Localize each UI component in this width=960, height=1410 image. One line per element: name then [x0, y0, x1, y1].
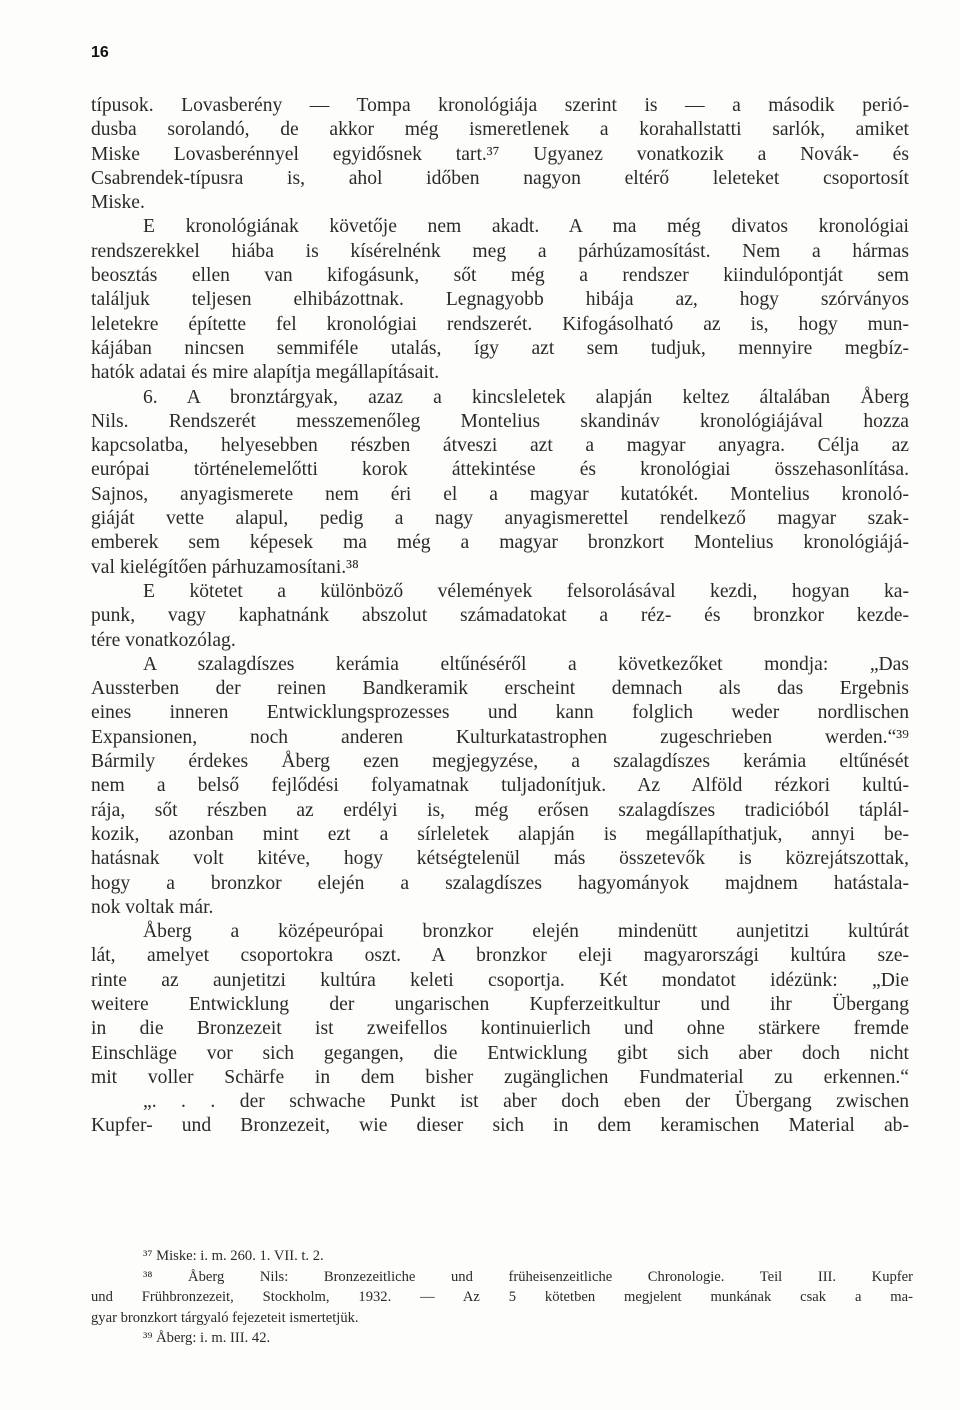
text-line: Aussterben der reinen Bandkeramik erscheint demnach als das Ergebnis — [91, 678, 909, 700]
text-line: „. . . der schwache Punkt ist aber doch eben der Übergang zwischen — [143, 1091, 909, 1113]
footnote: und Frühbronzezeit, Stockholm, 1932. — Az 5 kötetben megjelent munkának csak a ma- — [91, 1289, 913, 1305]
text-line: Miske Lovasberénnyel egyidősnek tart.³⁷ Ugyanez vonatkozik a Novák- és — [91, 143, 909, 165]
text-line: nok voltak már. — [91, 896, 214, 918]
text-line: Sajnos, anyagismerete nem éri el a magyar kutatókét. Montelius kronoló- — [91, 483, 909, 505]
text-line: hatók adatai és mire alapítja megállapításait. — [91, 362, 440, 384]
text-line: rendszerekkel hiába is kísérelnénk meg a párhúzamosítást. Nem a hármas — [91, 240, 909, 262]
page-number: 16 — [91, 44, 109, 61]
text-line: tére vonatkozólag. — [91, 629, 236, 651]
text-line: eines inneren Entwicklungsprozesses und kann folglich weder nordlischen — [91, 702, 909, 724]
text-line: rája, sőt részben az erdélyi is, még erősen szalagdíszes tradicióból táplál- — [91, 799, 909, 821]
text-line: val kielégítően párhuzamosítani.³⁸ — [91, 556, 359, 578]
text-line: E kronológiának követője nem akadt. A ma még divatos kronológiai — [143, 216, 909, 238]
text-line: európai történelemelőtti korok áttekintése és kronológiai összehasonlítása. — [91, 459, 909, 481]
text-line: A szalagdíszes kerámia eltűnéséről a következőket mondja: „Das — [143, 653, 909, 675]
text-line: Miske. — [91, 192, 145, 214]
footnote: gyar bronzkort tárgyaló fejezeteit ismertetjük. — [91, 1309, 359, 1326]
text-line: leletekre építette fel kronológiai rendszerét. Kifogásolható az is, hogy mun- — [91, 313, 909, 335]
text-line: in die Bronzezeit ist zweifellos kontinuierlich und ohne stärkere fremde — [91, 1018, 909, 1040]
text-line: lát, amelyet csoportokra oszt. A bronzkor eleji magyarországi kultúra sze- — [91, 945, 909, 967]
text-line: nem a belső fejlődési folyamatnak tuljadonítjuk. Az Alföld rézkori kultú- — [91, 775, 909, 797]
text-line: dusba sorolandó, de akkor még ismeretlenek a korahallstatti sarlók, amiket — [91, 119, 909, 141]
text-line: E kötetet a különböző vélemények felsorolásával kezdi, hogyan ka- — [143, 580, 909, 602]
footnote: ³⁷ Miske: i. m. 260. 1. VII. t. 2. — [143, 1248, 324, 1264]
footnote: ³⁹ Åberg: i. m. III. 42. — [143, 1330, 271, 1346]
text-line: Nils. Rendszerét messzemenőleg Montelius skandináv kronológiájával hozza — [91, 410, 909, 432]
text-line: Åberg a középeurópai bronzkor elején mindenütt aunjetitzi kultúrát — [143, 921, 909, 943]
text-line: Kupfer- und Bronzezeit, wie dieser sich in dem keramischen Material ab- — [91, 1115, 909, 1137]
footnotes — [91, 1246, 913, 1349]
text-line: weitere Entwicklung der ungarischen Kupferzeitkultur und ihr Übergang — [91, 993, 909, 1015]
text-line: hatásnak volt kitéve, hogy kétségtelenül más összetevők is közrejátszottak, — [91, 848, 909, 870]
text-line: 6. A bronztárgyak, azaz a kincsleletek alapján keltez általában Åberg — [143, 386, 909, 408]
text-line: típusok. Lovasberény — Tompa kronológiája szerint is — a második perió- — [91, 95, 909, 116]
text-line: punk, vagy kaphatnánk abszolut számadatokat a réz- és bronzkor kezde- — [91, 605, 909, 627]
text-line: Einschläge vor sich gegangen, die Entwicklung gibt sich aber doch nicht — [91, 1042, 909, 1064]
text-line: Bármily érdekes Åberg ezen megjegyzése, a szalagdíszes kerámia eltűnését — [91, 751, 909, 773]
text-line: kájában nincsen semmiféle utalás, így azt sem tudjuk, mennyire megbíz- — [91, 337, 909, 359]
text-line: mit voller Schärfe in dem bisher zugänglichen Fundmaterial zu erkennen.“ — [91, 1066, 909, 1088]
text-line: hogy a bronzkor elején a szalagdíszes hagyományok majdnem hatástala- — [91, 872, 909, 894]
text-line: kapcsolatba, helyesebben részben átveszi azt a magyar anyagra. Célja az — [91, 435, 909, 457]
text-line: beosztás ellen van kifogásunk, sőt még a rendszer kiindulópontját sem — [91, 265, 909, 287]
text-line: rinte az aunjetitzi kultúra keleti csoportja. Két mondatot idézünk: „Die — [91, 969, 909, 991]
text-line: emberek sem képesek ma még a magyar bronzkort Montelius kronológiájá- — [91, 532, 909, 554]
text-line: giáját vette alapul, pedig a nagy anyagismerettel rendelkező magyar szak- — [91, 508, 909, 530]
text-line: találjuk teljesen elhibázottnak. Legnagyobb hibája az, hogy szórványos — [91, 289, 909, 311]
footnote: ³⁸ Åberg Nils: Bronzezeitliche und früheisenzeitliche Chronologie. Teil III. Kupfer — [143, 1268, 913, 1285]
text-line: kozik, azonban mint ezt a sírleletek alapján is megállapíthatjuk, annyi be- — [91, 823, 909, 845]
text-line: Csabrendek-típusra is, ahol időben nagyon eltérő leleteket csoportosít — [91, 167, 909, 189]
text-line: Expansionen, noch anderen Kulturkatastrophen zugeschrieben werden.“³⁹ — [91, 726, 909, 748]
body-text — [91, 94, 909, 1139]
